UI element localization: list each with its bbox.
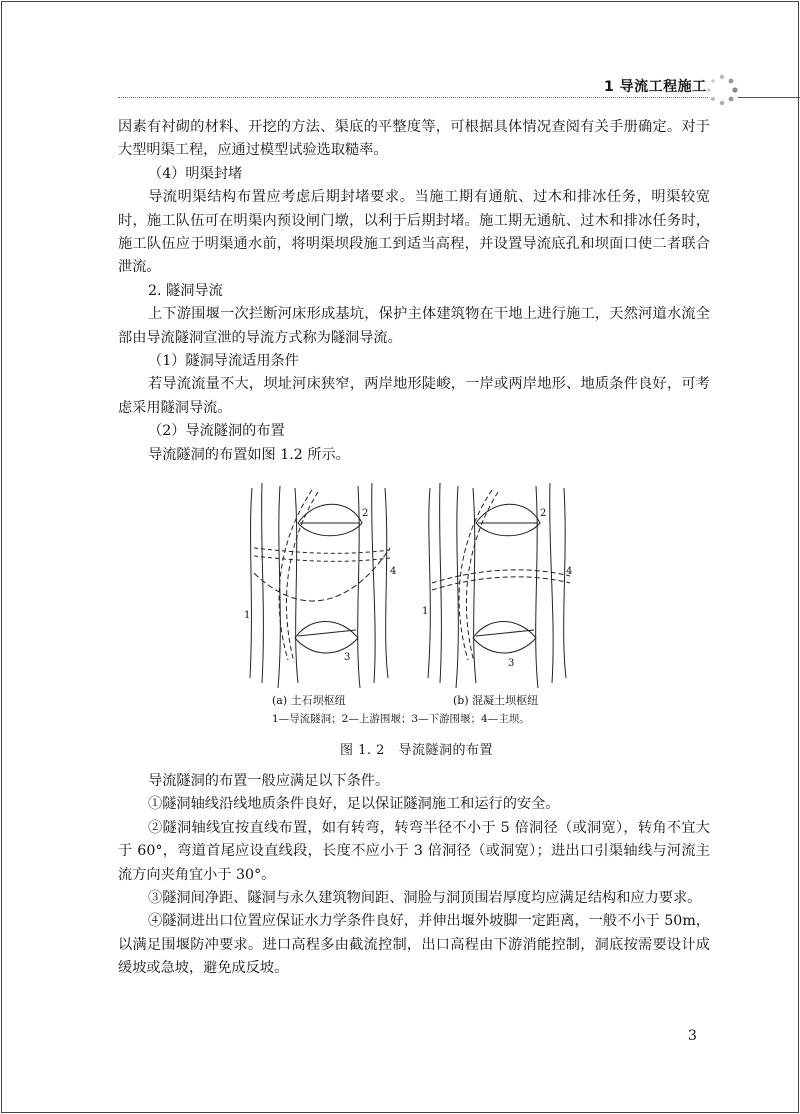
subheading: （1）隧洞导流适用条件 <box>148 353 299 370</box>
figure-label: 3 <box>508 658 515 669</box>
subheading: （2）导流隧洞的布置 <box>148 423 285 440</box>
paragraph: 导流隧洞的布置如图 1.2 所示。 <box>148 446 350 463</box>
decorative-dots-icon <box>705 73 739 107</box>
figure-caption: 图 1. 2 导流隧洞的布置 <box>340 743 493 758</box>
figure-label: 4 <box>566 566 573 577</box>
figure-label: 2 <box>362 508 369 519</box>
chapter-title: 1 导流工程施工 <box>604 79 707 95</box>
header-rule-dotted <box>118 97 708 98</box>
list-item: ①隧洞轴线沿线地质条件良好，足以保证隧洞施工和运行的安全。 <box>148 796 560 813</box>
text-block-bottom <box>118 770 710 981</box>
header-rule-solid <box>738 97 800 98</box>
list-item: ③隧洞间净距、隧洞与永久建筑物间距、洞脸与洞顶围岩厚度均应满足结构和应力要求。 <box>148 890 702 907</box>
paragraph: 上下游围堰一次拦断河床形成基坑，保护主体建筑物在干地上进行施工，天然河道水流全部由导流隧洞宣泄的导流方式称为隧洞导流。 <box>118 306 710 346</box>
text-block-top <box>118 116 710 467</box>
figure-label: 3 <box>344 652 351 663</box>
paragraph: 因素有衬砌的材料、开挖的方法、渠底的平整度等，可根据具体情况查阅有关手册确定。对于大型明渠工程，应通过模型试验选取糙率。 <box>118 119 710 159</box>
subheading: （4）明渠封堵 <box>148 165 243 182</box>
figure-subcaption-b: (b) 混凝土坝枢纽 <box>453 694 539 707</box>
paragraph: 导流隧洞的布置一般应满足以下条件。 <box>148 773 390 789</box>
list-item: ④隧洞进出口位置应保证水力学条件良好，并伸出堰外坡脚一定距离，一般不小于 50m，以满足围堰防冲要求。进口高程多由截流控制，出口高程由下游消能控制，洞底按需要设计成缓坡或急坡，避免成反坡。 <box>118 913 710 977</box>
figure-tunnel-layout <box>240 478 580 718</box>
running-header <box>0 73 800 103</box>
figure-label: 2 <box>540 508 547 519</box>
figure-label: 1 <box>422 606 429 617</box>
figure-label: 4 <box>390 566 397 577</box>
paragraph: 导流明渠结构布置应考虑后期封堵要求。当施工期有通航、过木和排冰任务，明渠较宽时，施工队伍可在明渠内预设闸门墩，以利于后期封堵。施工期无通航、过木和排冰任务时，施工队伍应于明渠通水前，将明渠坝段施工到适当高程，并设置导流底孔和坝面口使二者联合泄流。 <box>118 189 710 276</box>
section-heading: 2. 隧洞导流 <box>148 282 223 299</box>
list-item: ②隧洞轴线宜按直线布置，如有转弯，转弯半径不小于 5 倍洞径（或洞宽），转角不宜大于 60°，弯道首尾应设直线段，长度不应小于 3 倍洞径（或洞宽）；进出口引渠轴线与河流主流方向夹角宜小于 30°。 <box>118 819 710 883</box>
figure-label: 1 <box>244 610 251 621</box>
paragraph: 若导流流量不大，坝址河床狭窄，两岸地形陡峻，一岸或两岸地形、地质条件良好，可考虑采用隧洞导流。 <box>118 376 710 416</box>
figure-legend: 1—导流隧洞；2—上游围堰；3—下游围堰；4—主坝。 <box>272 713 530 725</box>
figure-subcaption-a: (a) 土石坝枢纽 <box>272 694 346 707</box>
page-number: 3 <box>688 1028 697 1044</box>
